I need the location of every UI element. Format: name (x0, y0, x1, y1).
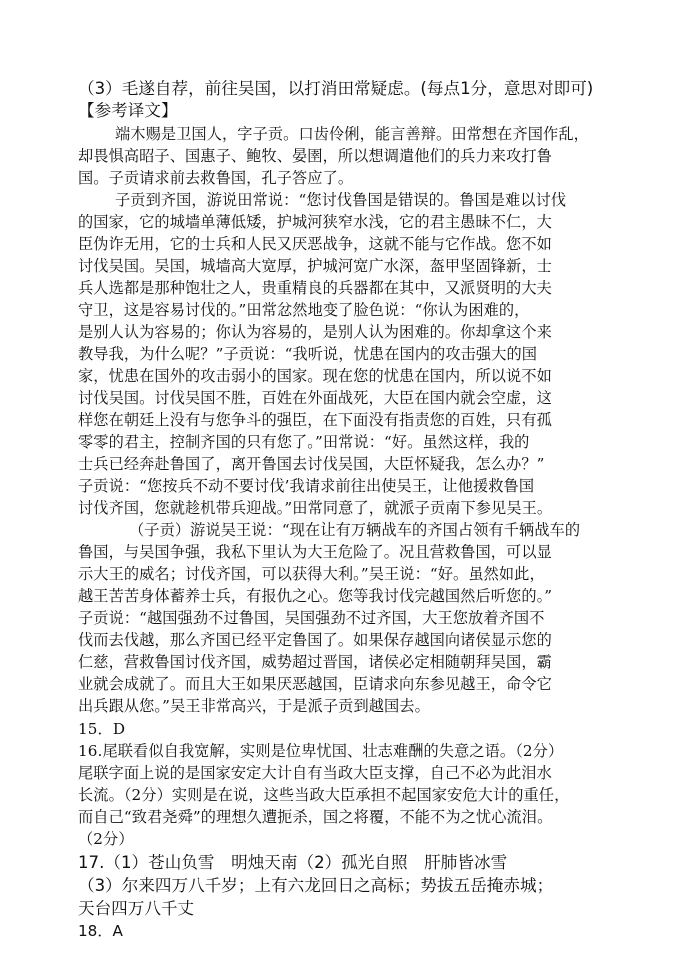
translation-line: 讨伐吴国。讨伐吴国不胜，百姓在外面战死，大臣在国内就会空虚，这 (78, 389, 552, 407)
translation-line: 守卫，这是容易讨伐的。”田常忿然地变了脸色说：“你认为困难的， (78, 301, 530, 319)
translation-line: 端木赐是卫国人，字子贡。口齿伶俐，能言善辩。田常想在齐国作乱， (115, 125, 589, 143)
translation-line: 臣伪诈无用，它的士兵和人民又厌恶战争，这就不能与它作战。您不如 (78, 235, 552, 253)
translation-line: 样您在朝廷上没有与您争斗的强臣，在下面没有指责您的百姓，只有孤 (78, 411, 552, 429)
translation-line: 士兵已经奔赴鲁国了，离开鲁国去讨伐吴国，大臣怀疑我，怎么办？” (78, 455, 545, 473)
answer-16-line: 长流。（2分）实则是在说，这些当政大臣承担不起国家安危大计的重任， (78, 786, 570, 804)
translation-line: 子贡说：“越国强劲不过鲁国，吴国强劲不过齐国，大王您放着齐国不 (78, 609, 545, 627)
answer-17-line: （3）尔来四万八千岁；上有六龙回日之高标；势拔五岳掩赤城； (78, 876, 554, 895)
translation-line: 兵人选都是那种饱壮之人，贵重精良的兵器都在其中，又派贤明的大夫 (78, 279, 552, 297)
answer-16-score: （2分） (78, 830, 134, 848)
answer-16-line: 尾联字面上说的是国家安定大计自有当政大臣支撑，自己不必为此泪水 (78, 764, 552, 782)
answer-18: 18．A (78, 922, 123, 940)
translation-line: 伐而去伐越，那么齐国已经平定鲁国了。如果保存越国向诸侯显示您的 (78, 631, 552, 649)
translation-line: 仁慈，营救鲁国讨伐齐国，威势超过晋国，诸侯必定相随朝拜吴国，霸 (78, 653, 552, 671)
translation-line: 越王苦苦身体蓄养士兵，有报仇之心。您等我讨伐完越国然后听您的。” (78, 587, 553, 605)
translation-line: 是别人认为容易的；你认为容易的，是别人认为困难的。你却拿这个来 (78, 323, 552, 341)
translation-line: 子贡说：“您按兵不动不要讨伐’我请求前往出使吴王，让他援救鲁国 (78, 477, 535, 495)
reference-translation-heading: 【参考译文】 (78, 101, 178, 120)
answer-15: 15．D (78, 720, 126, 738)
translation-line: 却畏惧高昭子、国惠子、鲍牧、晏圉，所以想调遣他们的兵力来攻打鲁 (78, 147, 552, 165)
translation-line: 教导我，为什么呢？”子贡说：“我听说，忧患在国内的攻击强大的国 (78, 345, 538, 363)
answer-line-3: （3）毛遂自荐，前往吴国，以打消田常疑虑。(每点1分，意思对即可) (78, 79, 594, 98)
translation-line: 国。子贡请求前去救鲁国，孔子答应了。 (78, 169, 354, 187)
translation-line: （子贡）游说吴王说：“现在让有万辆战车的齐国占领有千辆战车的 (129, 521, 581, 539)
translation-line: 出兵跟从您。”吴王非常高兴，于是派子贡到越国去。 (78, 697, 430, 715)
answer-17: 17.（1）苍山负雪 明烛天南（2）孤光自照 肝肺皆冰雪 (78, 853, 508, 872)
translation-line: 业就会成就了。而且大王如果厌恶越国，臣请求向东参见越王，命令它 (78, 675, 552, 693)
translation-line: 示大王的威名；讨伐齐国，可以获得大利。”吴王说：“好。虽然如此， (78, 565, 545, 583)
translation-line: 讨伐齐国，您就趁机带兵迎战。”田常同意了，就派子贡南下参见吴王。 (78, 499, 553, 517)
translation-line: 家，忧患在国外的攻击弱小的国家。现在您的忧患在国内，所以说不如 (78, 367, 552, 385)
translation-line: 子贡到齐国，游说田常说：“您讨伐鲁国是错误的。鲁国是难以讨伐 (115, 191, 567, 209)
translation-line: 零零的君主，控制齐国的只有您了。”田常说：“好。虽然这样，我的 (78, 433, 530, 451)
translation-line: 鲁国，与吴国争强，我私下里认为大王危险了。况且营救鲁国，可以显 (78, 543, 552, 561)
answer-16-line: 而自己“致君尧舜”的理想久遭扼杀，国之将覆，不能不为之忧心流泪。 (78, 808, 553, 826)
answer-16: 16.尾联看似自我宽解，实则是位卑忧国、壮志难酬的失意之语。（2分） (78, 742, 564, 760)
answer-17-line: 天台四万八千丈 (78, 899, 195, 918)
translation-line: 的国家，它的城墙单薄低矮，护城河狭窄水浅，它的君主愚昧不仁，大 (78, 213, 552, 231)
translation-line: 讨伐吴国。吴国，城墙高大宽厚，护城河宽广水深，盔甲坚固锋新，士 (78, 257, 552, 275)
